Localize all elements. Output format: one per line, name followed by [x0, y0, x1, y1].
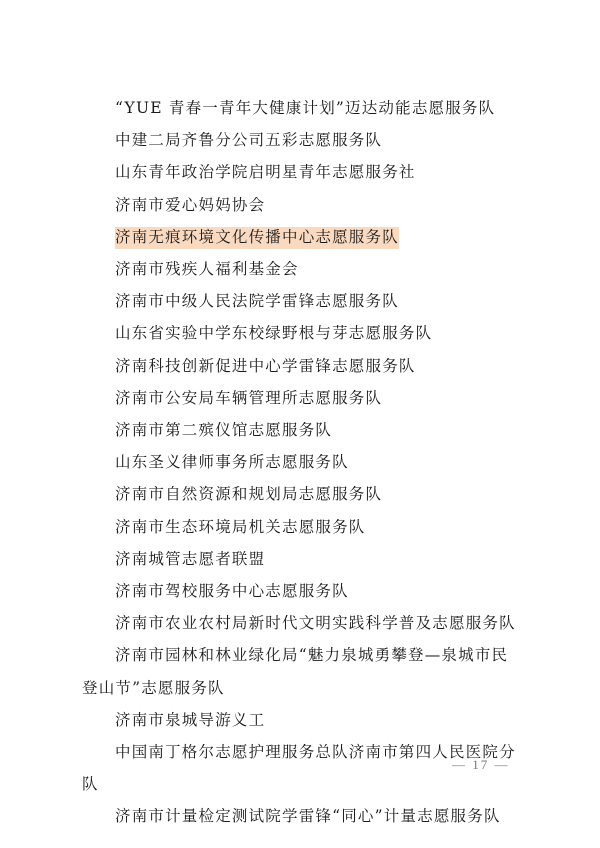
- list-item: 济南市中级人民法院学雷锋志愿服务队: [115, 292, 399, 311]
- list-item: 济南科技创新促进中心学雷锋志愿服务队: [115, 356, 416, 375]
- list-item: 山东青年政治学院启明星青年志愿服务社: [115, 163, 416, 182]
- list-item: 山东省实验中学东校绿野根与芽志愿服务队: [115, 324, 433, 343]
- list-item: 济南市爱心妈妈协会: [115, 195, 266, 214]
- page-number: — 17 —: [452, 757, 510, 772]
- list-item: 山东圣义律师事务所志愿服务队: [115, 453, 349, 472]
- list-item: 济南市自然资源和规划局志愿服务队: [115, 485, 383, 504]
- list-item: 济南市泉城导游义工: [115, 710, 266, 729]
- list-item: 济南市农业农村局新时代文明实践科学普及志愿服务队: [115, 614, 516, 633]
- list-item: “YUE 青春一青年大健康计划”迈达动能志愿服务队: [115, 99, 496, 117]
- volunteer-team-list: [82, 92, 522, 833]
- list-item: 济南市第二殡仪馆志愿服务队: [115, 421, 333, 440]
- list-item: 济南市驾校服务中心志愿服务队: [115, 582, 349, 601]
- list-item: 济南市生态环境局机关志愿服务队: [115, 517, 366, 536]
- list-item: 济南城管志愿者联盟: [115, 549, 266, 568]
- list-item: 济南市计量检定测试院学雷锋“同心”计量志愿服务队: [115, 807, 501, 826]
- list-item: 济南市园林和林业绿化局“魅力泉城勇攀登—泉城市民登山节”志愿服务队: [82, 646, 509, 697]
- list-item: 济南市残疾人福利基金会: [115, 260, 299, 279]
- list-item: 中国南丁格尔志愿护理服务总队济南市第四人民医院分队: [82, 743, 516, 794]
- list-item: 济南市公安局车辆管理所志愿服务队: [115, 388, 383, 407]
- highlighted-list-item: 济南无痕环境文化传播中心志愿服务队: [82, 221, 522, 253]
- list-item: 中建二局齐鲁分公司五彩志愿服务队: [115, 131, 383, 150]
